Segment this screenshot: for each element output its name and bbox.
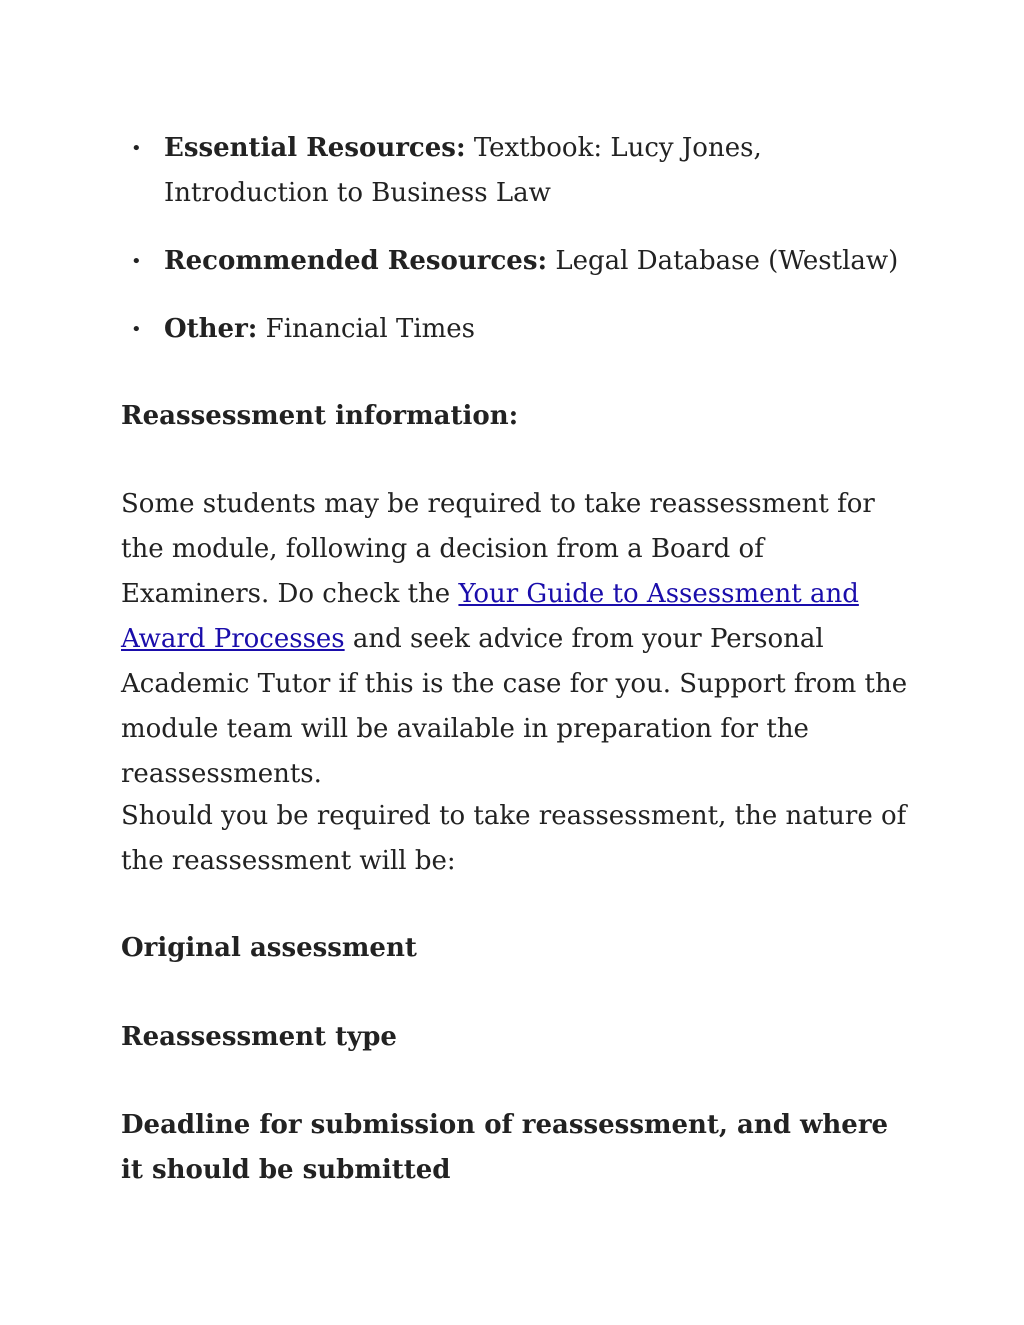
- bullet-icon: •: [131, 319, 142, 340]
- list-item: [121, 307, 921, 352]
- resource-label: Recommended Resources:: [164, 246, 548, 276]
- reassessment-type-heading: Reassessment type: [121, 1022, 397, 1052]
- paragraph-text-end: and seek advice from your Personal Academic Tutor if this is the case for you. Support from the module team will be available in preparation for the reassessments.: [121, 624, 908, 789]
- list-item: [121, 126, 921, 216]
- resource-label: Essential Resources:: [164, 133, 466, 163]
- resource-text: Textbook: Lucy Jones, Introduction to Business Law: [164, 133, 762, 208]
- resources-list: [121, 126, 921, 375]
- original-assessment-heading: Original assessment: [121, 933, 417, 963]
- resource-text: Legal Database (Westlaw): [555, 246, 899, 276]
- reassessment-heading: Reassessment information:: [121, 401, 519, 431]
- reassessment-nature-paragraph: Should you be required to take reassessment, the nature of the reassessment will be:: [121, 801, 907, 876]
- resource-label: Other:: [164, 314, 258, 344]
- deadline-heading: Deadline for submission of reassessment, and where it should be submitted: [121, 1110, 889, 1185]
- resource-text: Financial Times: [265, 314, 476, 344]
- assessment-guide-link[interactable]: Your Guide to Assessment and Award Processes: [121, 579, 859, 654]
- bullet-icon: •: [131, 138, 142, 159]
- bullet-icon: •: [131, 251, 142, 272]
- paragraph-text-start: Some students may be required to take reassessment for the module, following a decision from a Board of Examiners. Do check the: [121, 489, 875, 609]
- reassessment-paragraph: [121, 482, 911, 797]
- list-item: [121, 239, 921, 284]
